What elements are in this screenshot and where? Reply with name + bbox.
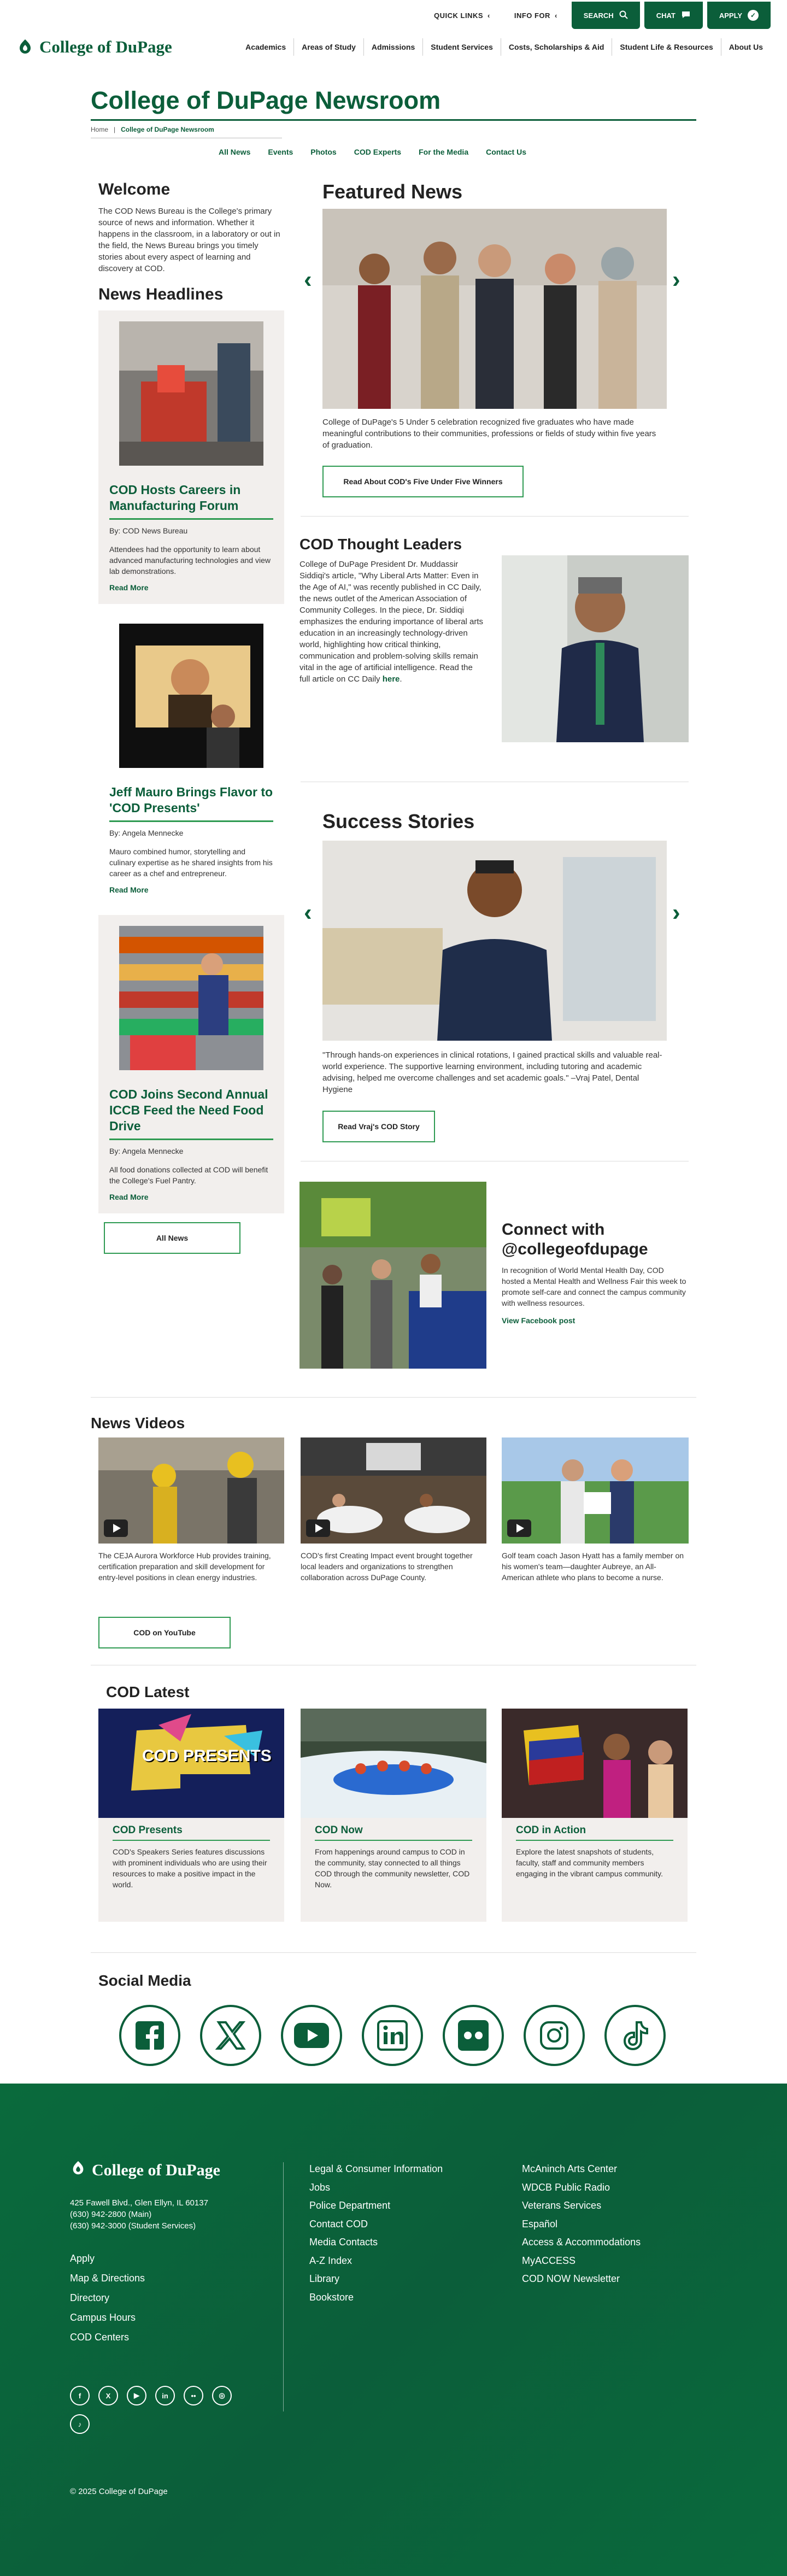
welcome-heading: Welcome — [98, 180, 171, 198]
footer-address: 425 Fawell Blvd., Glen Ellyn, IL 60137 (630) 942-2800 (Main) (630) 942-3000 (Student Services) — [70, 2198, 208, 2231]
subnav-photos[interactable]: Photos — [310, 148, 337, 156]
headline-summary: Attendees had the opportunity to learn about advanced manufacturing technologies and view lab demonstrations. — [109, 545, 271, 576]
youtube-icon[interactable] — [281, 2005, 342, 2066]
apply-button[interactable]: APPLY ✓ — [707, 2, 771, 29]
footer-links-primary — [70, 2249, 145, 2347]
jeff-mauro-photo — [119, 624, 263, 768]
video-thumbnail[interactable] — [301, 1437, 486, 1544]
site-footer — [0, 2084, 787, 2576]
social-links — [119, 2005, 666, 2066]
nav-about-us[interactable]: About Us — [721, 38, 771, 56]
read-more-link[interactable]: Read More — [109, 885, 149, 894]
latest-card-title: COD Presents — [113, 1824, 183, 1836]
footer-link-myaccess[interactable]: MyACCESS — [522, 2255, 576, 2266]
nav-academics[interactable]: Academics — [245, 43, 286, 51]
success-stories-heading: Success Stories — [322, 810, 475, 832]
footer-social-icons — [70, 2386, 234, 2434]
thought-leaders-heading: COD Thought Leaders — [299, 536, 462, 553]
newsroom-subnav — [219, 148, 526, 156]
read-more-link[interactable]: Read More — [109, 1193, 149, 1201]
footer-link-access[interactable]: Access & Accommodations — [522, 2237, 641, 2248]
chat-icon — [681, 10, 691, 21]
flickr-icon[interactable]: •• — [184, 2386, 203, 2405]
headline-byline: By: Angela Mennecke — [109, 1147, 184, 1155]
latest-card-title: COD in Action — [516, 1824, 586, 1836]
info-for-menu[interactable]: INFO FOR ‹ — [514, 11, 557, 20]
instagram-icon[interactable]: ◎ — [212, 2386, 232, 2405]
footer-link-apply[interactable]: Apply — [70, 2253, 95, 2264]
cod-presents-logo-text: COD PRESENTS — [142, 1747, 272, 1765]
headline-title[interactable]: COD Joins Second Annual ICCB Feed the Need Food Drive — [109, 1087, 268, 1133]
search-button[interactable]: SEARCH — [572, 2, 640, 29]
five-under-five-photo — [322, 209, 667, 409]
latest-card[interactable] — [502, 1709, 688, 1922]
video-caption: The CEJA Aurora Workforce Hub provides training, certification preparation and skill development for entry-level positions in clean energy industries. — [98, 1551, 271, 1582]
cc-daily-link[interactable]: here — [382, 674, 400, 684]
chevron-left-icon: ‹ — [488, 11, 490, 20]
headline-summary: Mauro combined humor, storytelling and culinary expertise as he shared insights from his career as a chef and entrepreneur. — [109, 847, 273, 878]
news-videos-heading: News Videos — [91, 1415, 185, 1431]
headline-title[interactable]: COD Hosts Careers in Manufacturing Forum — [109, 483, 241, 513]
news-headlines-heading: News Headlines — [98, 285, 224, 303]
linkedin-icon[interactable] — [362, 2005, 423, 2066]
footer-link-police[interactable]: Police Department — [309, 2200, 391, 2211]
featured-caption: College of DuPage's 5 Under 5 celebration recognized five graduates who have made meaningful contributions to their communities, professions or fields of study within five years of graduation. — [322, 418, 656, 450]
subnav-all-news[interactable]: All News — [219, 148, 251, 156]
breadcrumb-home[interactable]: Home — [91, 126, 109, 133]
footer-link-campus-hours[interactable]: Campus Hours — [70, 2312, 136, 2323]
nav-costs[interactable]: Costs, Scholarships & Aid — [501, 38, 612, 56]
site-logo[interactable]: College of DuPage — [16, 37, 172, 57]
nav-student-services[interactable]: Student Services — [422, 38, 501, 56]
copyright: © 2025 College of DuPage — [70, 2487, 168, 2496]
quick-links-menu[interactable]: QUICK LINKS ‹ — [434, 11, 490, 20]
latest-card-title: COD Now — [315, 1824, 363, 1836]
cod-now-image — [301, 1709, 486, 1818]
breadcrumb: Home | College of DuPage Newsroom — [91, 126, 214, 133]
footer-links-secondary — [309, 2160, 443, 2307]
x-icon[interactable]: X — [98, 2386, 118, 2405]
nav-admissions[interactable]: Admissions — [363, 38, 422, 56]
check-icon: ✓ — [748, 10, 759, 21]
tiktok-icon[interactable] — [604, 2005, 666, 2066]
footer-link-arts-center[interactable]: McAninch Arts Center — [522, 2163, 618, 2174]
play-icon[interactable] — [306, 1519, 330, 1537]
headline-summary: All food donations collected at COD will benefit the College's Fuel Pantry. — [109, 1165, 268, 1185]
cod-logo-icon — [16, 38, 34, 56]
welcome-text: The COD News Bureau is the College's primary source of news and information. Whether it happens in the classroom, in a laboratory or out in the field, the News Bureau brings you timely stories about every aspect of learning and discovery at COD. — [98, 207, 280, 273]
vraj-patel-photo — [322, 841, 667, 1041]
footer-link-veterans[interactable]: Veterans Services — [522, 2200, 602, 2211]
site-header — [0, 31, 787, 63]
youtube-icon[interactable]: ▶ — [127, 2386, 146, 2405]
cod-logo-icon — [70, 2160, 86, 2181]
page-title: College of DuPage Newsroom — [91, 86, 441, 114]
read-more-link[interactable]: Read More — [109, 583, 149, 592]
flickr-icon[interactable] — [443, 2005, 504, 2066]
footer-link-legal[interactable]: Legal & Consumer Information — [309, 2163, 443, 2174]
footer-divider — [283, 2162, 284, 2411]
footer-link-library[interactable]: Library — [309, 2273, 340, 2284]
linkedin-icon[interactable]: in — [155, 2386, 175, 2405]
utility-bar — [0, 0, 787, 31]
headline-card — [98, 310, 284, 604]
latest-card-text: Explore the latest snapshots of students, faculty, staff and community members engaging in the vibrant campus community. — [516, 1847, 663, 1878]
footer-link-media-contacts[interactable]: Media Contacts — [309, 2237, 378, 2248]
video-caption: Golf team coach Jason Hyatt has a family member on his women's team—daughter Aubreye, an All-American athlete who plans to become a nurse. — [502, 1551, 684, 1582]
tiktok-icon[interactable]: ♪ — [70, 2414, 90, 2434]
footer-links-tertiary — [522, 2160, 641, 2289]
youtube-button[interactable]: COD on YouTube — [98, 1617, 231, 1648]
footer-link-espanol[interactable]: Español — [522, 2218, 558, 2229]
headline-byline: By: Angela Mennecke — [109, 829, 184, 837]
all-news-button[interactable]: All News — [104, 1222, 240, 1254]
search-icon — [619, 10, 628, 21]
footer-link-wdcb[interactable]: WDCB Public Radio — [522, 2181, 610, 2193]
connect-text: In recognition of World Mental Health Day, COD hosted a Mental Health and Wellness Fair this week to promote self-care and connect the campus community with wellness resources. — [502, 1266, 686, 1307]
latest-card[interactable] — [98, 1709, 284, 1922]
video-caption: COD's first Creating Impact event brought together local leaders and organizations to strengthen collaboration across DuPage County. — [301, 1551, 473, 1582]
latest-card-text: COD's Speakers Series features discussions with prominent individuals who are using their resources to make a positive impact in the world. — [113, 1847, 267, 1889]
subnav-contact-us[interactable]: Contact Us — [486, 148, 527, 156]
thought-leaders-text: College of DuPage President Dr. Muddassir Siddiqi's article, "Why Liberal Arts Matter: Even in the Age of AI," was recently published in CC Daily, the news outlet of the American Association of Community Colleges. In the piece, Dr. Siddiqi emphasizes the enduring importance of liberal arts education in an increasingly technology-driven world, highlighting how critical thinking, communication and problem-solving skills remain vital in the age of artificial intelligence. Read the full article on CC Daily here. — [299, 560, 484, 684]
footer-link-bookstore[interactable]: Bookstore — [309, 2291, 354, 2303]
video-thumbnail[interactable] — [98, 1437, 284, 1544]
facebook-icon[interactable]: f — [70, 2386, 90, 2405]
five-under-five-button[interactable]: Read About COD's Five Under Five Winners — [322, 466, 524, 497]
carousel-prev-arrow[interactable]: ‹ — [304, 266, 312, 293]
food-drive-photo — [119, 926, 263, 1070]
chat-button[interactable]: CHAT — [644, 2, 703, 29]
footer-link-cod-centers[interactable]: COD Centers — [70, 2332, 130, 2343]
chevron-left-icon: ‹ — [554, 11, 557, 20]
vraj-story-button[interactable]: Read Vraj's COD Story — [322, 1111, 435, 1142]
footer-link-jobs[interactable]: Jobs — [309, 2181, 331, 2193]
subnav-cod-experts[interactable]: COD Experts — [354, 148, 402, 156]
manufacturing-photo — [119, 321, 263, 466]
facebook-icon[interactable] — [119, 2005, 180, 2066]
headline-card — [98, 613, 284, 906]
footer-link-cod-now[interactable]: COD NOW Newsletter — [522, 2273, 620, 2284]
video-thumbnail[interactable] — [502, 1437, 689, 1544]
x-icon[interactable] — [200, 2005, 261, 2066]
carousel-next-arrow[interactable]: › — [672, 266, 680, 293]
instagram-icon[interactable] — [524, 2005, 585, 2066]
play-icon[interactable] — [104, 1519, 128, 1537]
nav-areas-of-study[interactable]: Areas of Study — [293, 38, 363, 56]
carousel-next-arrow[interactable]: › — [672, 899, 680, 926]
subnav-events[interactable]: Events — [268, 148, 293, 156]
cod-latest-heading: COD Latest — [106, 1683, 190, 1700]
footer-link-directory[interactable]: Directory — [70, 2292, 110, 2303]
cod-presents-image — [98, 1709, 284, 1818]
footer-link-az-index[interactable]: A-Z Index — [309, 2255, 353, 2266]
facebook-post-link[interactable]: View Facebook post — [502, 1316, 575, 1325]
carousel-prev-arrow[interactable]: ‹ — [304, 899, 312, 926]
footer-logo[interactable]: College of DuPage — [70, 2160, 220, 2181]
cod-in-action-image — [502, 1709, 688, 1818]
footer-link-map[interactable]: Map & Directions — [70, 2273, 145, 2284]
footer-link-contact[interactable]: Contact COD — [309, 2218, 368, 2229]
wellness-fair-photo — [299, 1182, 486, 1369]
success-quote: "Through hands-on experiences in clinical rotations, I gained practical skills and valuable real-world experience. The supportive learning environment, including tutoring and academic advising, helped me overcome challenges and set academic goals." –Vraj Patel, Dental Hygiene — [322, 1051, 662, 1094]
main-nav — [238, 38, 771, 56]
social-media-heading: Social Media — [98, 1972, 191, 1989]
headline-card — [98, 915, 284, 1213]
breadcrumb-current: College of DuPage Newsroom — [121, 126, 214, 133]
subnav-for-the-media[interactable]: For the Media — [419, 148, 469, 156]
play-icon[interactable] — [507, 1519, 531, 1537]
connect-heading: Connect with @collegeofdupage — [502, 1220, 648, 1258]
latest-card[interactable] — [301, 1709, 486, 1922]
nav-student-life[interactable]: Student Life & Resources — [612, 38, 720, 56]
headline-title[interactable]: Jeff Mauro Brings Flavor to 'COD Presents' — [109, 785, 273, 815]
left-column — [98, 180, 284, 1254]
president-siddiqi-photo — [502, 555, 689, 742]
headline-byline: By: COD News Bureau — [109, 526, 188, 535]
title-divider — [91, 119, 696, 121]
latest-card-text: From happenings around campus to COD in the community, stay connected to all things COD through the community newsletter, COD Now. — [315, 1847, 470, 1889]
featured-news-heading: Featured News — [322, 180, 463, 203]
